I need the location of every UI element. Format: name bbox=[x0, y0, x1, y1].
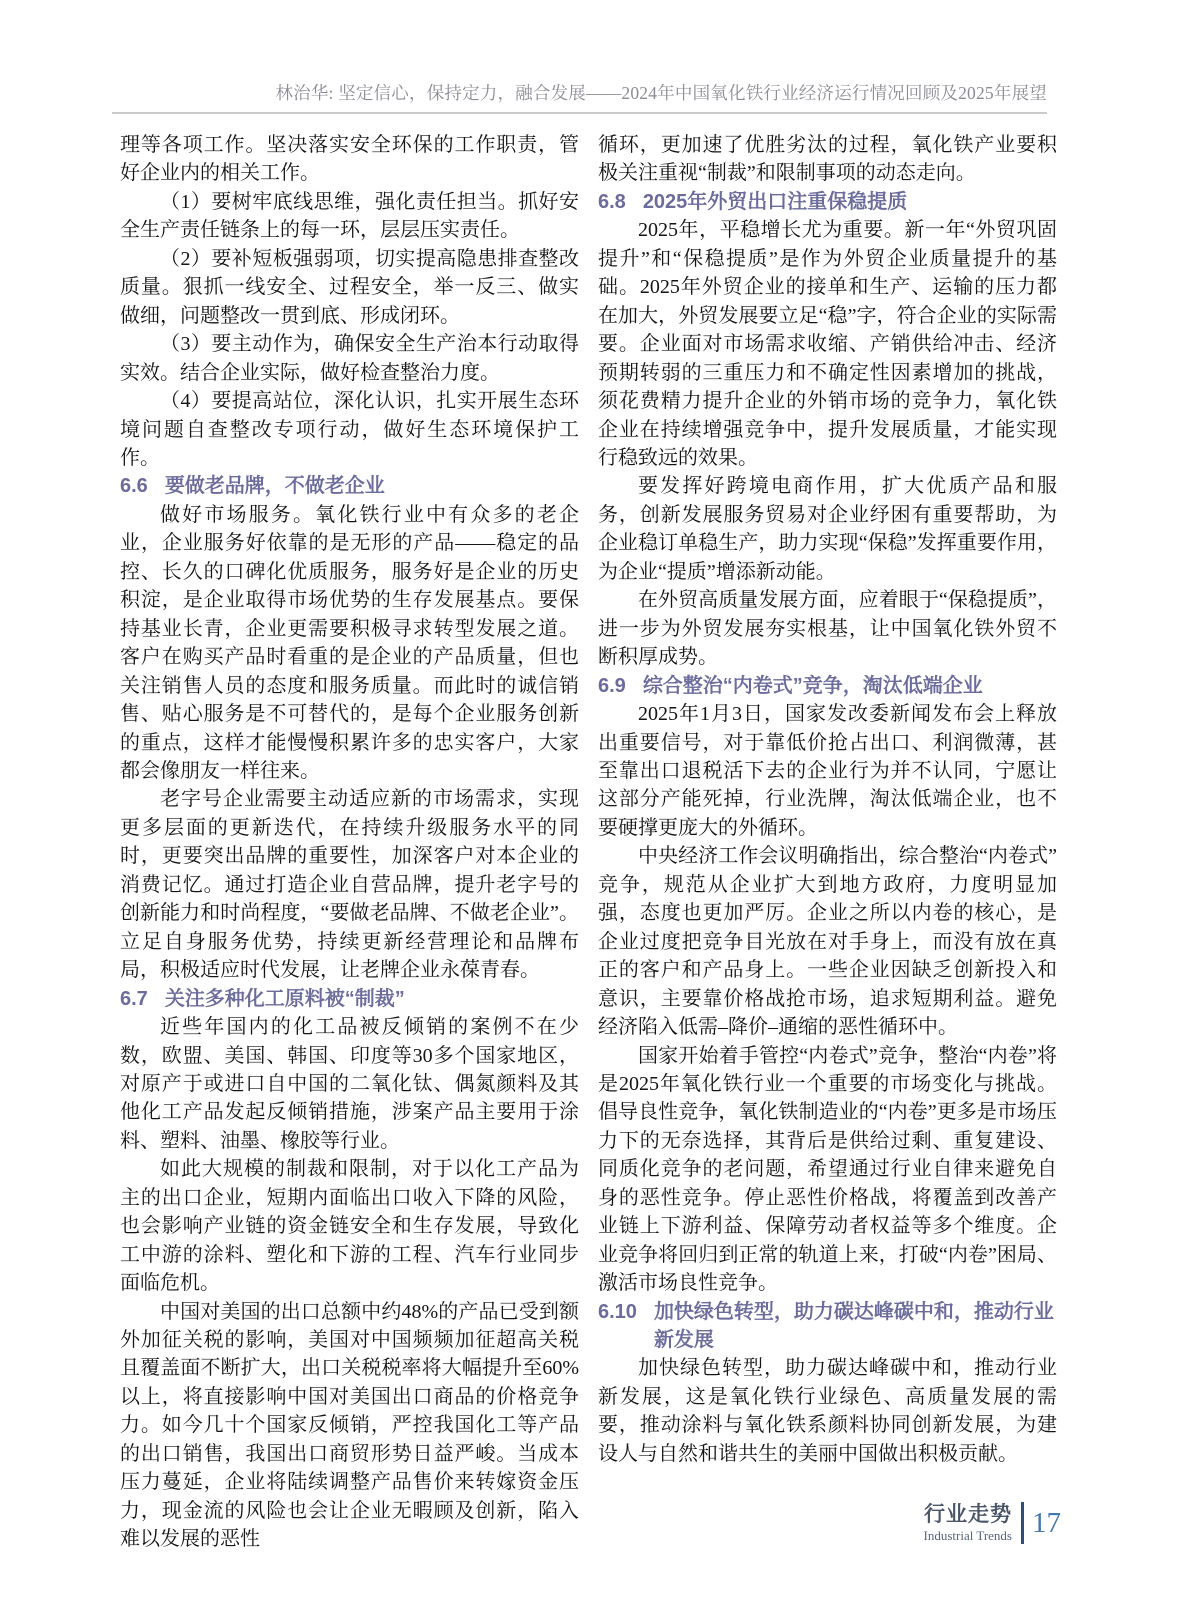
paragraph: 老字号企业需要主动适应新的市场需求，实现更多层面的更新迭代，在持续升级服务水平的同时，更要突出品牌的重要性，加深客户对本企业的消费记忆。通过打造企业自营品牌，提升老字号的创新能力和时尚程度，“要做老品牌、不做老企业”。立足自身服务优势，持续更新经营理论和品牌布局，积极适应时代发展，让老牌企业永葆青春。 bbox=[120, 788, 579, 982]
section-heading-6.7 bbox=[120, 985, 579, 1013]
section-title: 要做老品牌，不做老企业 bbox=[164, 475, 385, 498]
page-body bbox=[120, 131, 1057, 1554]
page-number: 17 bbox=[1032, 1506, 1061, 1539]
page-footer bbox=[924, 1502, 1061, 1544]
section-heading-6.6 bbox=[120, 472, 579, 500]
footer-section-labels bbox=[924, 1504, 1012, 1543]
section-heading-6.8 bbox=[598, 188, 1057, 216]
paragraph: 国家开始着手管控“内卷式”竞争，整治“内卷”将是2025年氧化铁行业一个重要的市场变化与挑战。倡导良性竞争，氧化铁制造业的“内卷”更多是市场压力下的无奈选择，其背后是供给过剩、重复建设、同质化竞争的老问题，希望通过行业自律来避免自身的恶性竞争。停止恶性价格战，将覆盖到改善产业链上下游利益、保障劳动者权益等多个维度。企业竞争将回归到正常的轨道上来，打破“内卷”困局、激活市场良性竞争。 bbox=[598, 1044, 1057, 1295]
paragraph: 循环，更加速了优胜劣汰的过程，氧化铁产业要积极关注重视“制裁”和限制事项的动态走向。 bbox=[598, 134, 1057, 185]
paragraph: 在外贸高质量发展方面，应着眼于“保稳提质”，进一步为外贸发展夯实根基，让中国氧化铁外贸不断积厚成势。 bbox=[598, 589, 1057, 669]
paragraph: （3）要主动作为，确保安全生产治本行动取得实效。结合企业实际，做好检查整治力度。 bbox=[120, 333, 579, 384]
section-number: 6.9 bbox=[598, 674, 626, 697]
right-column bbox=[598, 131, 1057, 1554]
paragraph: （4）要提高站位，深化认识，扎实开展生态环境问题自查整改专项行动，做好生态环境保护工作。 bbox=[120, 390, 579, 469]
footer-section-title-en: Industrial Trends bbox=[923, 1527, 1012, 1543]
paragraph: 做好市场服务。氧化铁行业中有众多的老企业，企业服务好依靠的是无形的产品——稳定的品控、长久的口碑化优质服务，服务好是企业的历史积淀，是企业取得市场优势的生存发展基点。要保持基业长青，企业更需要积极寻求转型发展之道。客户在购买产品时看重的是企业的产品质量，但也关注销售人员的态度和服务质量。而此时的诚信销售、贴心服务是不可替代的，是每个企业服务创新的重点，这样才能慢慢积累许多的忠实客户，大家都会像朋友一样往来。 bbox=[120, 503, 579, 782]
section-title: 关注多种化工原料被“制裁” bbox=[164, 987, 405, 1010]
paragraph: 如此大规模的制裁和限制，对于以化工产品为主的出口企业，短期内面临出口收入下降的风险，也会影响产业链的资金链安全和生存发展，导致化工中游的涂料、塑化和下游的工程、汽车行业同步面临危机。 bbox=[120, 1158, 579, 1295]
paragraph: （2）要补短板强弱项，切实提高隐患排查整改质量。狠抓一线安全、过程安全，举一反三、做实做细，问题整改一贯到底、形成闭环。 bbox=[120, 247, 579, 327]
paragraph: 中国对美国的出口总额中约48%的产品已受到额外加征关税的影响，美国对中国频频加征超高关税且覆盖面不断扩大，出口关税税率将大幅提升至60%以上，将直接影响中国对美国出口商品的价格竞争力。如今几十个国家反倾销，严控我国化工等产品的出口销售，我国出口商贸形势日益严峻。当成本压力蔓延，企业将陆续调整产品售价来转嫁资金压力，现金流的风险也会让企业无暇顾及创新，陷入难以发展的恶性 bbox=[120, 1300, 579, 1551]
paragraph: 近些年国内的化工品被反倾销的案例不在少数，欧盟、美国、韩国、印度等30多个国家地区，对原产于或进口自中国的二氧化钛、偶氮颜料及其他化工产品发起反倾销措施，涉案产品主要用于涂料、塑料、油墨、橡胶等行业。 bbox=[120, 1016, 579, 1152]
paragraph: 2025年，平稳增长尤为重要。新一年“外贸巩固提升”和“保稳提质”是作为外贸企业质量提升的基础。2025年外贸企业的接单和生产、运输的压力都在加大，外贸发展要立足“稳”字，符合企业的实际需要。企业面对市场需求收缩、产销供给冲击、经济预期转弱的三重压力和不确定性因素增加的挑战，须花费精力提升企业的外销市场的竞争力，氧化铁企业在持续增强竞争中，提升发展质量，才能实现行稳致远的效果。 bbox=[598, 219, 1057, 469]
section-heading-6.10 bbox=[598, 1298, 1057, 1355]
section-number: 6.6 bbox=[120, 475, 148, 498]
section-number: 6.8 bbox=[598, 190, 626, 213]
paragraph: 中央经济工作会议明确指出，综合整治“内卷式”竞争，规范从企业扩大到地方政府，力度明显加强，态度也更加严厉。企业之所以内卷的核心，是企业过度把竞争目光放在对手身上，而没有放在真正的客户和产品身上。一些企业因缺乏创新投入和意识，主要靠价格战抢市场，追求短期利益。避免经济陷入低需–降价–通缩的恶性循环中。 bbox=[598, 845, 1057, 1039]
paragraph: （1）要树牢底线思维，强化责任担当。抓好安全生产责任链条上的每一环，层层压实责任。 bbox=[120, 190, 579, 242]
section-number: 6.10 bbox=[598, 1300, 637, 1323]
running-header: 林治华: 坚定信心，保持定力，融合发展——2024年中国氧化铁行业经济运行情况回顾及2025年展望 bbox=[112, 80, 1047, 114]
paragraph: 理等各项工作。坚决落实安全环保的工作职责，管好企业内的相关工作。 bbox=[120, 134, 579, 185]
section-title: 综合整治“内卷式”竞争，淘汰低端企业 bbox=[642, 674, 983, 697]
footer-section-title-cn: 行业走势 bbox=[924, 1502, 1012, 1526]
section-number: 6.7 bbox=[120, 987, 148, 1010]
footer-divider-bar bbox=[1021, 1502, 1024, 1544]
section-title: 加快绿色转型，助力碳达峰碳中和，推动行业新发展 bbox=[653, 1300, 1054, 1352]
section-heading-6.9 bbox=[598, 672, 1057, 700]
section-title: 2025年外贸出口注重保稳提质 bbox=[642, 190, 908, 213]
left-column bbox=[120, 131, 579, 1554]
paragraph: 加快绿色转型，助力碳达峰碳中和，推动行业新发展，这是氧化铁行业绿色、高质量发展的需要，推动涂料与氧化铁系颜料协同创新发展，为建设人与自然和谐共生的美丽中国做出积极贡献。 bbox=[598, 1357, 1057, 1465]
paragraph: 要发挥好跨境电商作用，扩大优质产品和服务，创新发展服务贸易对企业纾困有重要帮助，为企业稳订单稳生产，助力实现“保稳”发挥重要作用，为企业“提质”增添新动能。 bbox=[598, 475, 1057, 583]
paragraph: 2025年1月3日，国家发改委新闻发布会上释放出重要信号，对于靠低价抢占出口、利润微薄，甚至靠出口退税活下去的企业行为并不认同，宁愿让这部分产能死掉，行业洗牌，淘汰低端企业，也不要硬撑更庞大的外循环。 bbox=[598, 703, 1057, 839]
